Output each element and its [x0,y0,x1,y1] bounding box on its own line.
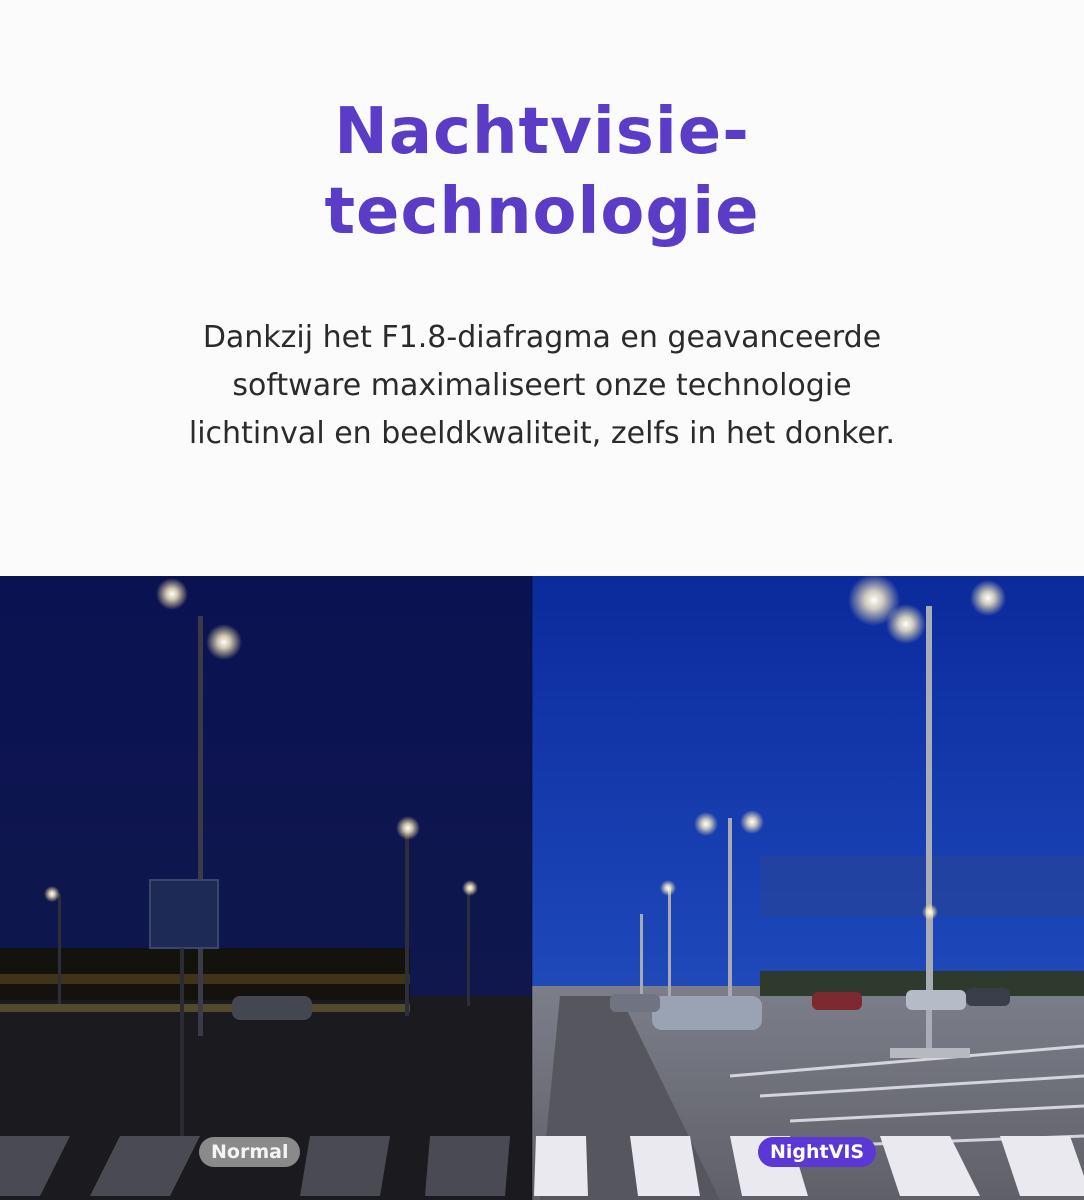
page-title [0,92,1084,252]
description-line-3: lichtinval en beeldkwaliteit, zelfs in het donker. [188,416,896,451]
description [90,314,994,458]
normal-label-badge: Normal [199,1137,300,1167]
normal-view [0,576,532,1200]
description-line-2: software maximaliseert onze technologie [232,368,852,403]
night-vision-comparison-image [0,576,1084,1200]
page-title-line-1: Nachtvisie- [334,95,750,169]
hero-section [0,0,1084,576]
description-line-1: Dankzij het F1.8-diafragma en geavanceerde [202,320,882,355]
nightvis-view [532,576,1084,1200]
page-title-line-2: technologie [324,175,760,249]
nightvis-label-badge: NightVIS [758,1137,876,1167]
parking-lot-scene [0,576,1084,1200]
